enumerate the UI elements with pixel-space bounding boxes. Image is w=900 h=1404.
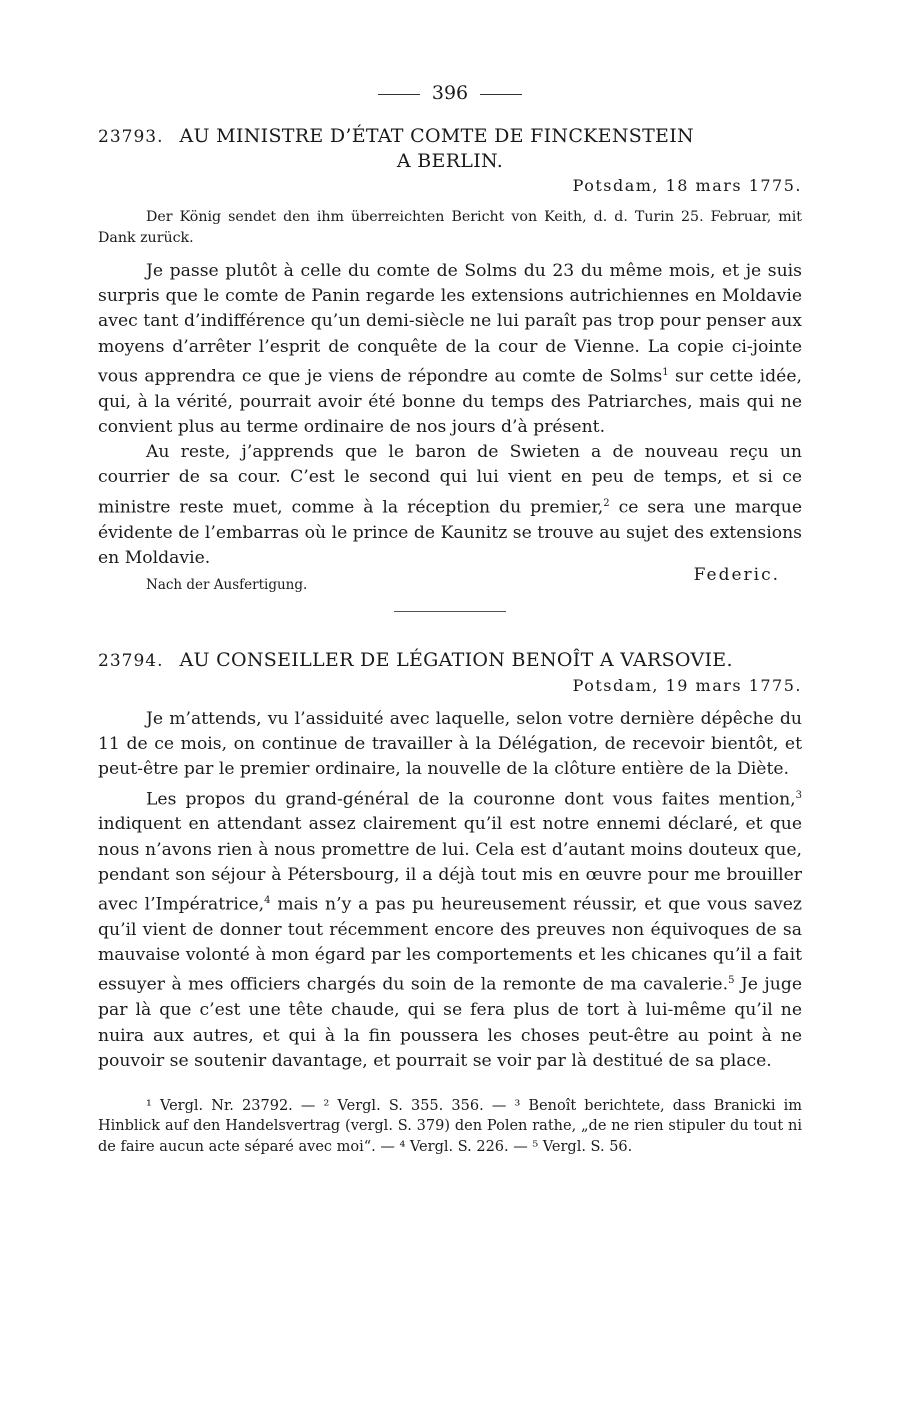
letter2-p2-c: mais n’y a pas pu heureusement réussir, et que vous savez qu’il vient de donner tout récemment encore des preuves non équivoques de sa mauvaise volonté à mon égard par les comportements et les chicanes qu’il a fait essuyer à mes officiers chargés du soin de la remonte de ma cavalerie. — [98, 894, 802, 996]
letter2-p2-b: indiquent en attendant assez clairement qu’il est notre ennemi déclaré, et que nous n’avons rien à nous promettre de lui. Cela est d’autant moins douteux que, pendant son séjour à Pétersbourg, il a déjà tout mis en œuvre pour me brouiller avec l’Impératrice, — [98, 814, 802, 915]
letter1-heading-line2: A BERLIN. — [396, 150, 504, 172]
dash-right — [480, 94, 522, 95]
letter2-heading-text: AU CONSEILLER DE LÉGATION BENOÎT A VARSOVIE. — [179, 648, 733, 671]
letter2-paragraph-2 — [98, 783, 802, 1074]
letter2-p2-a: Les propos du grand-général de la couronne dont vous faites mention, — [146, 789, 796, 810]
letter1-paragraph-1 — [98, 259, 802, 440]
footnote-ref-1: 1 — [662, 366, 669, 378]
letter1-heading — [98, 124, 802, 149]
page-number-row — [98, 82, 802, 104]
footnote-ref-4: 4 — [264, 895, 271, 907]
letter2-paragraph-1: Je m’attends, vu l’assiduité avec laquelle, selon votre dernière dépêche du 11 de ce mois, on continue de travailler à la Délégation, de recevoir bientôt, et peut-être par le premier ordinaire, la nouvelle de la clôture entière de la Diète. — [98, 708, 802, 780]
footnotes: ¹ Vergl. Nr. 23792. — ² Vergl. S. 355. 356. — ³ Benoît berichtete, dass Branicki im Hinblick auf den Handelsvertrag (vergl. S. 379) den Polen rathe, „de ne rien stipuler du tout ni de faire aucun acte séparé avec moi“. — ⁴ Vergl. S. 226. — ⁵ Vergl. S. 56. — [98, 1097, 802, 1155]
page-number: 396 — [431, 82, 469, 104]
page — [98, 82, 802, 1157]
letter2-heading — [98, 648, 802, 673]
letter1-heading-line1: AU MINISTRE D’ÉTAT COMTE DE FINCKENSTEIN — [179, 125, 694, 147]
letter1-place-date: Potsdam, 18 mars 1775. — [572, 176, 802, 195]
footnote-ref-2: 2 — [603, 497, 610, 509]
signature: Federic. — [693, 564, 780, 585]
section-divider — [394, 611, 506, 612]
letter1-p2-start: Au reste, j’apprends que le baron de Swieten a de nouveau reçu un courrier de sa cour. C’est le second qui lui vient en peu de temps, et si ce ministre reste muet, comme à la réception du premier, — [98, 442, 802, 518]
letter1-source: Nach der Ausfertigung. — [146, 576, 308, 593]
letter1-p1-start: Je passe plutôt à celle du comte de Solms du 23 du même mois, et je suis surpris que le comte de Panin regarde les extensions autrichiennes en Moldavie avec tant d’indifférence qu’un demi-siècle ne lui paraît pas trop pour penser aux moyens d’arrêter l’esprit de conquête de la cour de Vienne. La copie ci-jointe vous apprendra ce que je viens de répondre au comte de Solms — [98, 261, 802, 387]
letter2-place-date: Potsdam, 19 mars 1775. — [572, 675, 802, 695]
letter1-p2-end: ce sera une marque évidente de l’embarras où le prince de Kaunitz se trouve au sujet des extensions en Moldavie. — [98, 497, 802, 568]
footnote-ref-5: 5 — [728, 975, 735, 987]
letter2-p2-d: Je juge par là que c’est une tête chaude, qui se fera plus de tort à lui-même qu’il ne nuira aux autres, et qui à la fin poussera les choses peut-être au point à ne pouvoir se soutenir davantage, et pourrait se voir par là destitué de sa place. — [98, 975, 802, 1071]
letter1-paragraph-2 — [98, 440, 802, 571]
letter1-p1-end: sur cette idée, qui, à la vérité, pourrait avoir été bonne du temps des Patriarches, mais qui ne convient plus au terme ordinaire de nos jours d’à présent. — [98, 366, 802, 437]
letter1-number: 23793. — [98, 127, 164, 147]
letter1-editor-note: Der König sendet den ihm überreichten Bericht von Keith, d. d. Turin 25. Februar, mit Dank zurück. — [98, 209, 802, 246]
dash-left — [378, 94, 420, 95]
footnote-ref-3: 3 — [795, 789, 802, 801]
letter2-number: 23794. — [98, 650, 164, 671]
